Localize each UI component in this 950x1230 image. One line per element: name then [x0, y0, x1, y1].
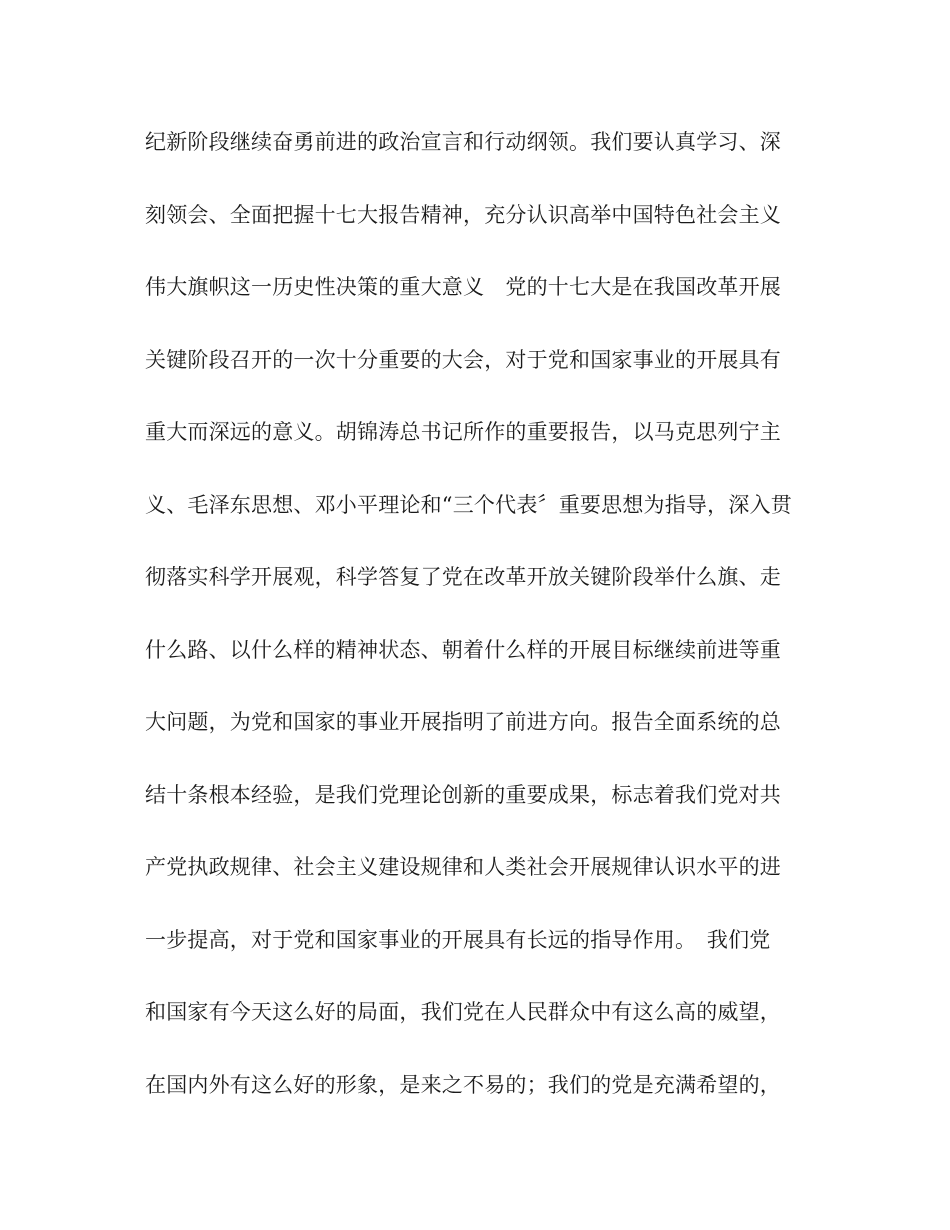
text-line-4: 关键阶段召开的一次十分重要的大会，对于党和国家事业的开展具有: [145, 347, 781, 372]
text-line-2: 刻领会、全面把握十七大报告精神，充分认识高举中国特色社会主义: [145, 202, 781, 227]
text-line-6: 义、毛泽东思想、邓小平理论和“三个代表〞重要思想为指导，深入贯: [145, 492, 792, 517]
text-line-8: 什么路、以什么样的精神状态、朝着什么样的开展目标继续前进等重: [145, 637, 781, 662]
text-line-10: 结十条根本经验，是我们党理论创新的重要成果，标志着我们党对共: [145, 782, 781, 807]
text-line-1: 纪新阶段继续奋勇前进的政治宣言和行动纲领。我们要认真学习、深: [145, 130, 781, 154]
text-line-3: 伟大旗帜这一历史性决策的重大意义 党的十七大是在我国改革开展: [145, 275, 781, 299]
text-line-5: 重大而深远的意义。胡锦涛总书记所作的重要报告，以马克思列宁主: [145, 420, 781, 444]
text-line-13: 和国家有今天这么好的局面，我们党在人民群众中有这么高的威望，: [145, 1000, 781, 1024]
text-line-9: 大问题，为党和国家的事业开展指明了前进方向。报告全面系统的总: [145, 710, 781, 734]
text-line-7: 彻落实科学开展观，科学答复了党在改革开放关键阶段举什么旗、走: [145, 565, 781, 589]
text-line-12: 一步提高，对于党和国家事业的开展具有长远的指导作用。 我们党: [145, 927, 771, 952]
text-line-14: 在国内外有这么好的形象，是来之不易的；我们的党是充满希望的，: [145, 1072, 781, 1097]
text-line-11: 产党执政规律、社会主义建设规律和人类社会开展规律认识水平的进: [145, 855, 781, 879]
body-text: [145, 122, 815, 1137]
